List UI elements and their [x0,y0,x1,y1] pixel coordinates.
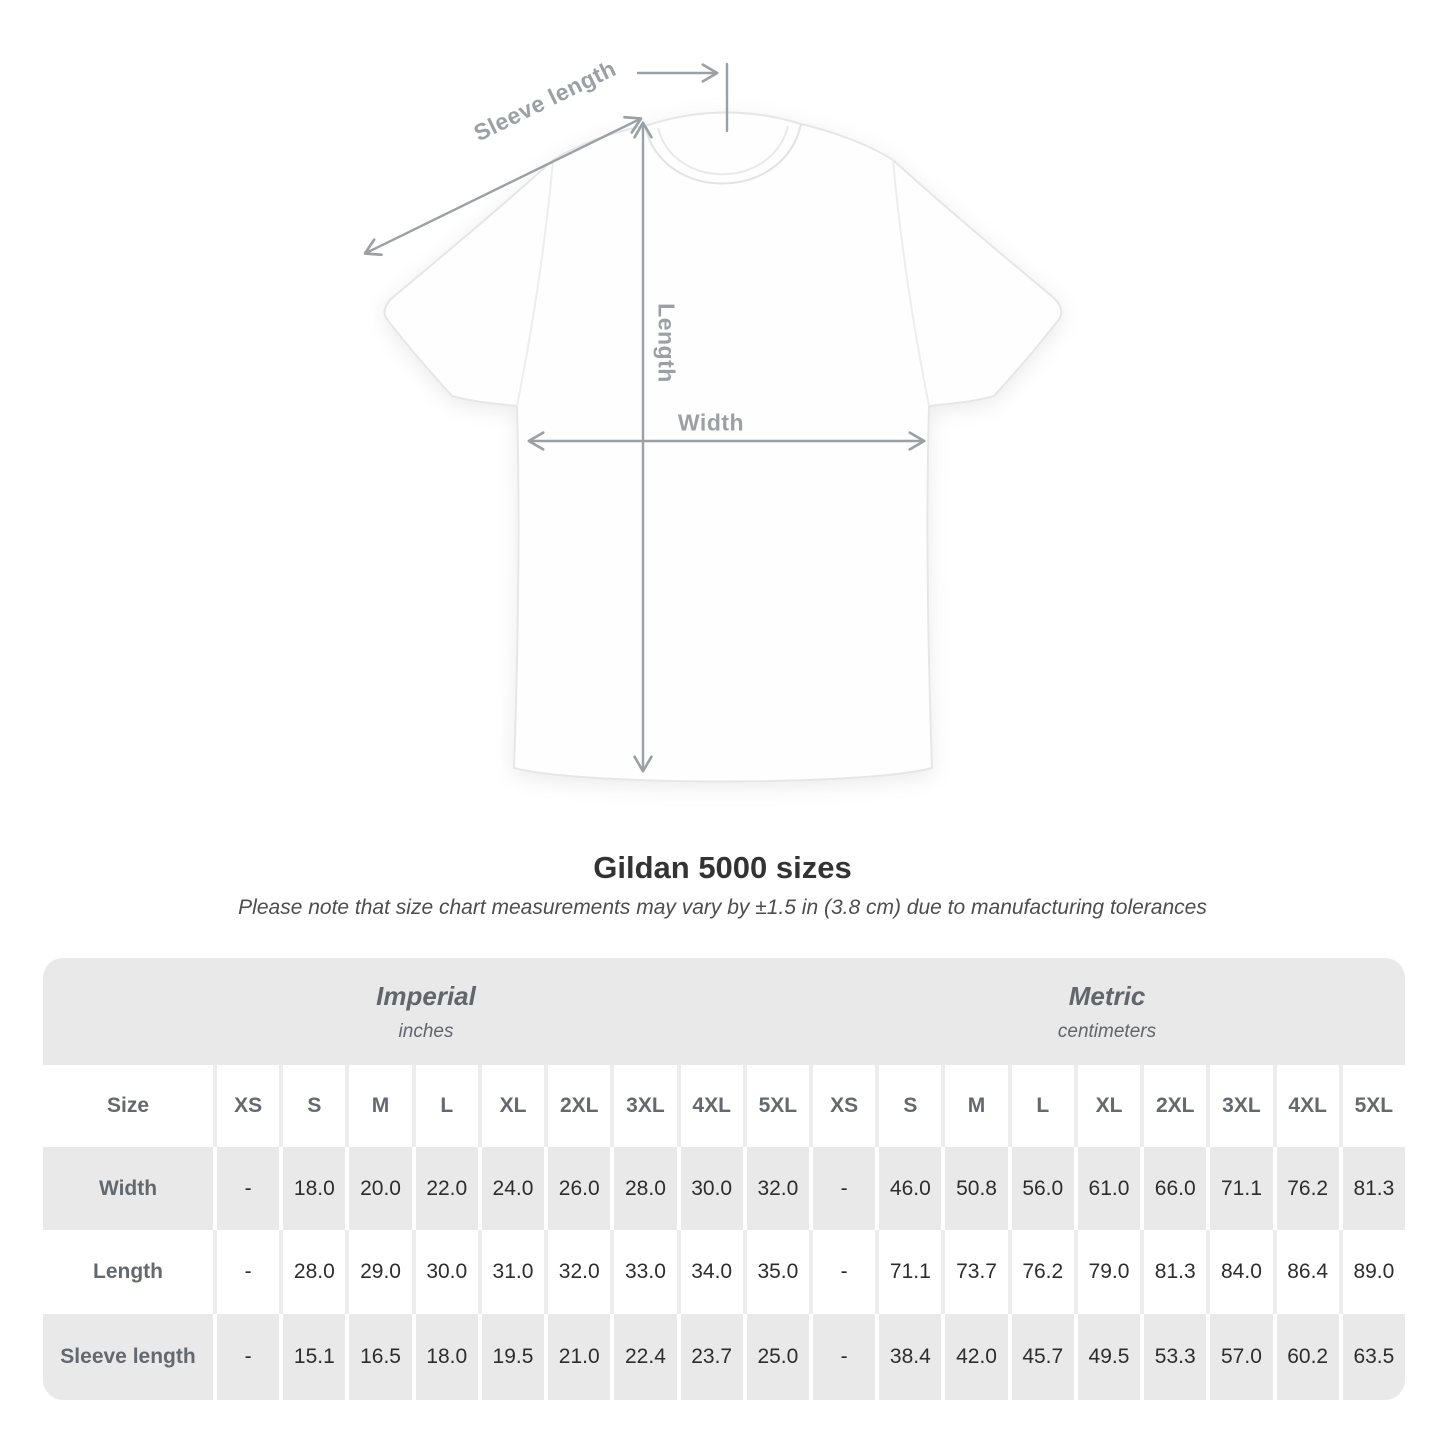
sleeve-metric-2xl: 53.3 [1140,1314,1206,1400]
length-imperial-5xl: 35.0 [743,1230,809,1314]
column-header-imperial-xl: XL [478,1065,544,1147]
imperial-unit-label: inches [398,1020,454,1042]
column-header-metric-5xl: 5XL [1339,1065,1405,1147]
row-label-length: Length [43,1230,213,1314]
width-imperial-xs: - [213,1147,279,1230]
sleeve-imperial-xl: 19.5 [478,1314,544,1400]
column-header-imperial-m: M [345,1065,411,1147]
column-header-imperial-5xl: 5XL [743,1065,809,1147]
width-metric-s: 46.0 [875,1147,941,1230]
length-imperial-3xl: 33.0 [610,1230,676,1314]
sleeve-imperial-5xl: 25.0 [743,1314,809,1400]
sleeve-metric-3xl: 57.0 [1206,1314,1272,1400]
heading-block [0,848,1445,920]
length-metric-5xl: 89.0 [1339,1230,1405,1314]
length-metric-m: 73.7 [941,1230,1007,1314]
sleeve-imperial-s: 15.1 [279,1314,345,1400]
length-metric-xl: 79.0 [1074,1230,1140,1314]
width-imperial-l: 22.0 [412,1147,478,1230]
column-header-imperial-l: L [412,1065,478,1147]
length-metric-xs: - [809,1230,875,1314]
width-metric-xs: - [809,1147,875,1230]
sleeve-imperial-3xl: 22.4 [610,1314,676,1400]
width-imperial-4xl: 30.0 [677,1147,743,1230]
sleeve-length-dimension-label: Sleeve length [469,54,621,147]
width-metric-2xl: 66.0 [1140,1147,1206,1230]
imperial-section-header [43,958,809,1065]
column-header-metric-l: L [1008,1065,1074,1147]
width-imperial-xl: 24.0 [478,1147,544,1230]
size-header-row [43,1065,1405,1147]
column-header-imperial-s: S [279,1065,345,1147]
sleeve-metric-l: 45.7 [1008,1314,1074,1400]
length-metric-4xl: 86.4 [1273,1230,1339,1314]
sleeve-imperial-xs: - [213,1314,279,1400]
width-imperial-2xl: 26.0 [544,1147,610,1230]
tolerance-note: Please note that size chart measurements may vary by ±1.5 in (3.8 cm) due to manufacturing tolerances [238,896,1207,920]
column-header-metric-2xl: 2XL [1140,1065,1206,1147]
sleeve-metric-4xl: 60.2 [1273,1314,1339,1400]
metric-section-header [809,958,1405,1065]
column-header-metric-s: S [875,1065,941,1147]
sleeve-metric-s: 38.4 [875,1314,941,1400]
length-metric-l: 76.2 [1008,1230,1074,1314]
length-metric-s: 71.1 [875,1230,941,1314]
column-header-metric-m: M [941,1065,1007,1147]
row-label-sleeve-length: Sleeve length [43,1314,213,1400]
column-header-imperial-2xl: 2XL [544,1065,610,1147]
tshirt-image [385,112,1062,781]
length-imperial-m: 29.0 [345,1230,411,1314]
sleeve-imperial-4xl: 23.7 [677,1314,743,1400]
length-metric-3xl: 84.0 [1206,1230,1272,1314]
width-metric-m: 50.8 [941,1147,1007,1230]
width-imperial-5xl: 32.0 [743,1147,809,1230]
length-imperial-l: 30.0 [412,1230,478,1314]
width-metric-l: 56.0 [1008,1147,1074,1230]
unit-band [43,958,1405,1065]
column-header-metric-3xl: 3XL [1206,1065,1272,1147]
row-label-width: Width [43,1147,213,1230]
corner-header-size: Size [43,1065,213,1147]
column-header-metric-4xl: 4XL [1273,1065,1339,1147]
length-imperial-xl: 31.0 [478,1230,544,1314]
column-header-metric-xl: XL [1074,1065,1140,1147]
sleeve-metric-5xl: 63.5 [1339,1314,1405,1400]
width-metric-3xl: 71.1 [1206,1147,1272,1230]
width-metric-4xl: 76.2 [1273,1147,1339,1230]
page-title: Gildan 5000 sizes [593,850,852,885]
column-header-imperial-4xl: 4XL [677,1065,743,1147]
metric-label: Metric [1068,980,1146,1011]
width-imperial-s: 18.0 [279,1147,345,1230]
sleeve-imperial-l: 18.0 [412,1314,478,1400]
column-header-metric-xs: XS [809,1065,875,1147]
metric-unit-label: centimeters [1057,1020,1157,1042]
sleeve-metric-m: 42.0 [941,1314,1007,1400]
width-imperial-3xl: 28.0 [610,1147,676,1230]
length-dimension-label: Length [653,303,680,383]
width-imperial-m: 20.0 [345,1147,411,1230]
width-metric-xl: 61.0 [1074,1147,1140,1230]
sleeve-metric-xs: - [809,1314,875,1400]
size-table [43,958,1405,1400]
length-imperial-2xl: 32.0 [544,1230,610,1314]
length-imperial-s: 28.0 [279,1230,345,1314]
sleeve-imperial-m: 16.5 [345,1314,411,1400]
sleeve-imperial-2xl: 21.0 [544,1314,610,1400]
width-metric-5xl: 81.3 [1339,1147,1405,1230]
table-row-sleeve-length [43,1314,1405,1400]
length-metric-2xl: 81.3 [1140,1230,1206,1314]
column-header-imperial-3xl: 3XL [610,1065,676,1147]
length-imperial-4xl: 34.0 [677,1230,743,1314]
sleeve-metric-xl: 49.5 [1074,1314,1140,1400]
column-header-imperial-xs: XS [213,1065,279,1147]
table-row-width [43,1147,1405,1230]
imperial-label: Imperial [376,980,476,1011]
width-dimension-label: Width [677,409,745,436]
table-row-length [43,1230,1405,1314]
length-imperial-xs: - [213,1230,279,1314]
